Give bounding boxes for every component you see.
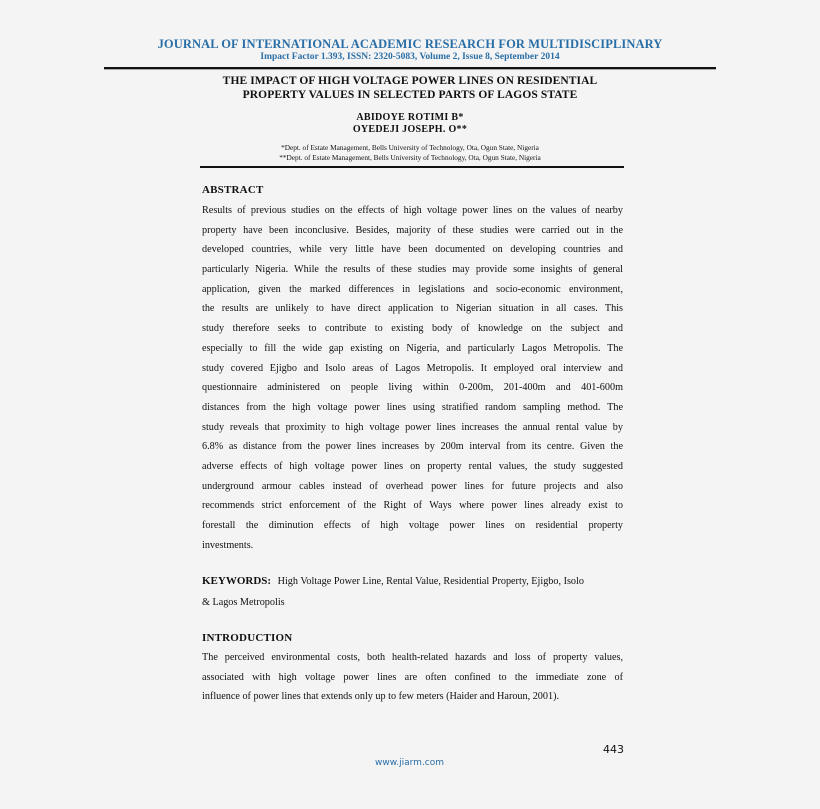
introduction-line: The perceived environmental costs, both health-related hazards and loss of property values,	[202, 652, 623, 663]
introduction-line: influence of power lines that extends only up to few meters (Haider and Haroun, 2001).	[202, 691, 560, 703]
header-divider	[104, 67, 716, 70]
keywords-block	[202, 571, 623, 613]
page-number: 443	[603, 743, 624, 756]
title-block-divider	[200, 166, 624, 168]
affiliation-list	[220, 143, 600, 162]
author-name: ABIDOYE ROTIMI B*	[356, 112, 464, 123]
journal-meta: Impact Factor 1.393, ISSN: 2320-5083, Volume 2, Issue 8, September 2014	[260, 52, 560, 62]
abstract-line: adverse effects of high voltage power lines on property rental values, the study suggested	[202, 460, 623, 472]
abstract-line: questionnaire administered on people living within 0-200m, 201-400m and 401-600m	[202, 382, 623, 394]
abstract-body	[202, 201, 623, 555]
abstract-line: particularly Nigeria. While the results of these studies may provide some insights of general	[202, 264, 623, 276]
abstract-line: 6.8% as distance from the power lines increases by 200m interval from its centre. Given the	[202, 441, 623, 453]
introduction-body	[202, 648, 623, 707]
abstract-line: application, given the marked differences in legislations and socio-economic environment,	[202, 283, 623, 295]
keywords-line: & Lagos Metropolis	[202, 597, 285, 608]
affiliation: **Dept. of Estate Management, Bells University of Technology, Ota, Ogun State, Nigeria	[279, 152, 541, 162]
paper-title-line: THE IMPACT OF HIGH VOLTAGE POWER LINES ON RESIDENTIAL	[222, 75, 598, 87]
abstract-line: underground armour cables instead of overhead power lines for future projects and also	[202, 480, 623, 492]
journal-header	[104, 37, 716, 63]
abstract-line: distances from the high voltage power lines using stratified random sampling method. The	[202, 401, 623, 413]
abstract-line: developed countries, while very little have been documented on developing countries and	[202, 244, 623, 256]
journal-title: JOURNAL OF INTERNATIONAL ACADEMIC RESEARCH FOR MULTIDISCIPLINARY	[157, 37, 663, 51]
abstract-line: study therefore seeks to contribute to existing body of knowledge on the subject and	[202, 323, 623, 335]
abstract-line: study reveals that proximity to high voltage power lines increases the annual rental value by	[202, 421, 623, 433]
journal-website-link[interactable]: www.jiarm.com	[375, 758, 445, 768]
abstract-line: the results are unlikely to have direct application to Nigerian situation in all cases. This	[202, 303, 623, 315]
affiliation: *Dept. of Estate Management, Bells University of Technology, Ota, Ogun State, Nigeria	[281, 143, 539, 152]
author-list	[280, 112, 540, 136]
abstract-heading: ABSTRACT	[202, 184, 264, 196]
abstract-line: forestall the diminution effects of high voltage power lines on residential property	[202, 520, 623, 531]
keywords-line	[202, 571, 623, 592]
introduction-line: associated with high voltage power lines are often confined to the immediate zone of	[202, 671, 623, 683]
author-name: OYEDEJI JOSEPH. O**	[352, 124, 468, 135]
abstract-line: especially to fill the wide gap existing on Nigeria, and particularly Lagos Metropolis. The	[202, 342, 623, 354]
abstract-line: property have been inconclusive. Besides, majority of these studies were carried out in the	[202, 224, 623, 236]
abstract-line: study covered Ejigbo and Isolo areas of Lagos Metropolis. It employed oral interview and	[202, 362, 623, 374]
paper-title-line: PROPERTY VALUES IN SELECTED PARTS OF LAGOS STATE	[242, 89, 578, 101]
abstract-line: recommends strict enforcement of the Right of Ways where power lines already exist to	[202, 500, 623, 512]
keywords-label: KEYWORDS:	[202, 575, 272, 587]
keywords-list: High Voltage Power Line, Rental Value, Residential Property, Ejigbo, Isolo	[277, 576, 584, 587]
introduction-heading: INTRODUCTION	[202, 632, 293, 644]
abstract-line: investments.	[202, 539, 254, 551]
abstract-line: Results of previous studies on the effects of high voltage power lines on the values of nearby	[202, 205, 623, 216]
paper-title	[180, 74, 640, 102]
